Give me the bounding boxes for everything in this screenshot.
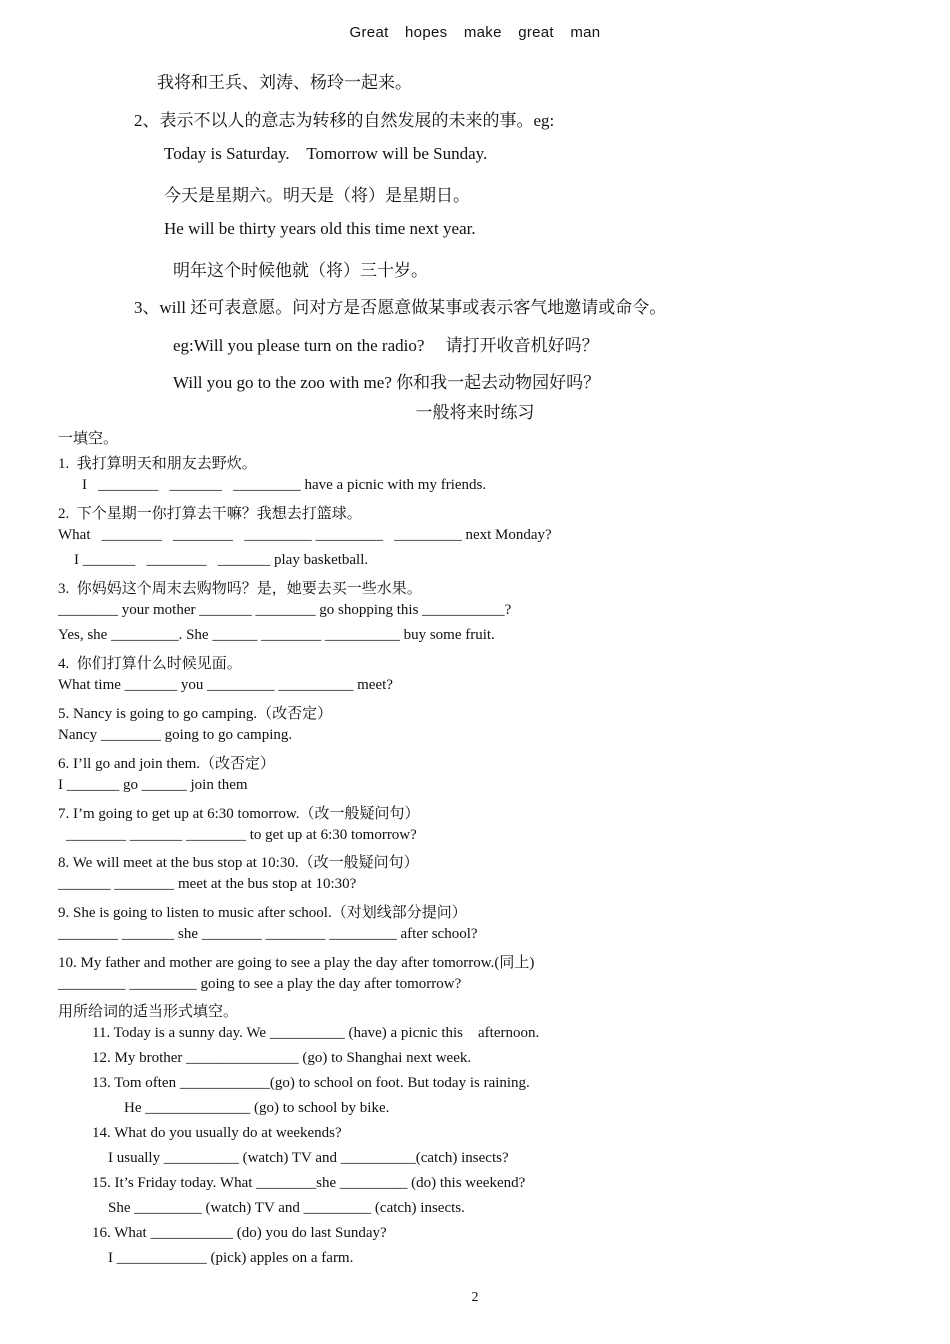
exercise-line: 8. We will meet at the bus stop at 10:30.（改一般疑问句） [58, 855, 419, 871]
exercise-line: I usually __________ (watch) TV and __________(catch) insects? [108, 1150, 509, 1166]
exercise-line: I _______ ________ _______ play basketball. [74, 552, 369, 568]
exercise-line: 12. My brother _______________ (go) to Shanghai next week. [92, 1050, 472, 1066]
exercise-line: _________ _________ going to see a play the day after tomorrow? [58, 976, 462, 992]
intro-line: 2、表示不以人的意志为转移的自然发展的未来的事。eg: [134, 111, 555, 130]
exercise-line: 6. I’ll go and join them.（改否定） [58, 756, 276, 772]
intro-line: Today is Saturday. Tomorrow will be Sunday. [164, 144, 488, 163]
intro-line: eg:Will you please turn on the radio? 请打开收音机好吗？ [173, 336, 599, 355]
intro-line: Will you go to the zoo with me? 你和我一起去动物园好吗？ [173, 373, 601, 392]
exercise-line: 3. 你妈妈这个周末去购物吗？是，她要去买一些水果。 [58, 581, 422, 597]
exercise-line: 用所给词的适当形式填空。 [58, 1004, 239, 1020]
page-number: 2 [471, 1290, 479, 1305]
exercise-line: I ____________ (pick) apples on a farm. [108, 1250, 354, 1266]
exercise-line: 2. 下个星期一你打算去干嘛？我想去打篮球。 [58, 506, 362, 522]
exercise-line: 5. Nancy is going to go camping.（改否定） [58, 706, 333, 722]
exercise-line: Nancy ________ going to go camping. [58, 727, 293, 743]
exercise-line: 1. 我打算明天和朋友去野炊。 [58, 456, 257, 472]
exercise-line: Yes, she _________. She ______ ________ __________ buy some fruit. [58, 627, 495, 643]
exercise-line: What time _______ you _________ __________ meet? [58, 677, 393, 693]
exercise-line: I _______ go ______ join them [58, 777, 248, 793]
exercise-line: 16. What ___________ (do) you do last Sunday? [92, 1225, 387, 1241]
page-header: Great hopes make great man [349, 24, 601, 41]
exercise-line: ________ _______ she ________ ________ _________ after school? [58, 926, 478, 942]
exercise-line: 14. What do you usually do at weekends? [92, 1125, 342, 1141]
exercise-line: 15. It’s Friday today. What ________she _________ (do) this weekend? [92, 1175, 526, 1191]
intro-line: He will be thirty years old this time next year. [164, 219, 476, 238]
exercise-line: 10. My father and mother are going to see a play the day after tomorrow.(同上) [58, 955, 535, 971]
exercise-line: I ________ _______ _________ have a picnic with my friends. [82, 477, 487, 493]
exercise-line: She _________ (watch) TV and _________ (catch) insects. [108, 1200, 465, 1216]
exercise-line: 7. I’m going to get up at 6:30 tomorrow.（改一般疑问句） [58, 806, 420, 822]
intro-line: 3、will 还可表意愿。问对方是否愿意做某事或表示客气地邀请或命令。 [134, 298, 667, 317]
exercise-line: What ________ ________ _________ _________ _________ next Monday? [58, 527, 552, 543]
section-title: 一般将来时练习 [415, 403, 535, 422]
exercise-line: 一填空。 [58, 431, 119, 447]
exercise-line: 11. Today is a sunny day. We __________ (have) a picnic this afternoon. [92, 1025, 540, 1041]
exercise-line: 4. 你们打算什么时候见面。 [58, 656, 242, 672]
intro-line: 我将和王兵、刘涛、杨玲一起来。 [157, 73, 412, 92]
exercise-line: 13. Tom often ____________(go) to school on foot. But today is raining. [92, 1075, 530, 1091]
intro-line: 今天是星期六。明天是（将）是星期日。 [164, 186, 470, 205]
exercise-line: _______ ________ meet at the bus stop at 10:30? [58, 876, 357, 892]
intro-line: 明年这个时候他就（将）三十岁。 [173, 261, 428, 280]
exercise-line: He ______________ (go) to school by bike. [124, 1100, 390, 1116]
exercise-line: ________ your mother _______ ________ go shopping this ___________? [58, 602, 512, 618]
exercise-line: 9. She is going to listen to music after school.（对划线部分提问） [58, 905, 467, 921]
exercise-line: ________ _______ ________ to get up at 6:30 tomorrow? [66, 827, 417, 843]
